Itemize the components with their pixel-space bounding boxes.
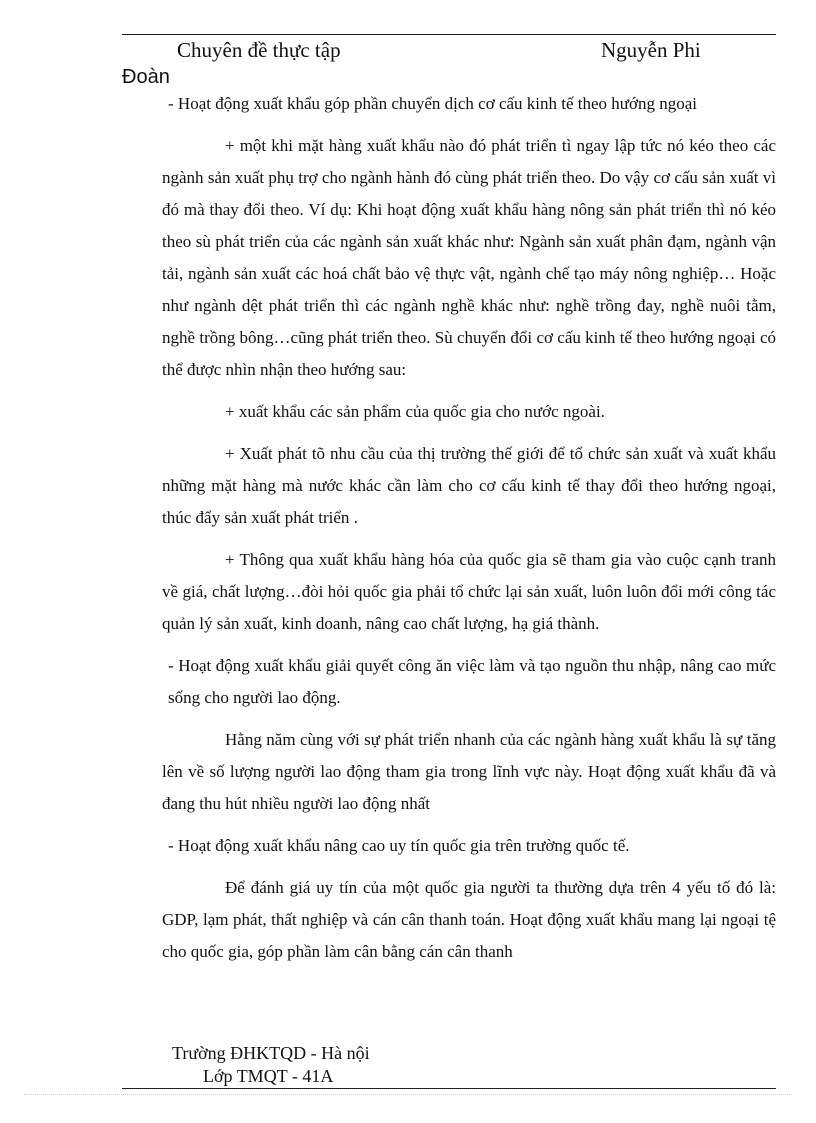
paragraph-export-products: + xuất khẩu các sản phẩm của quốc gia cho nước ngoài.: [225, 402, 605, 421]
paragraph-competition: + Thông qua xuất khẩu hàng hóa của quốc gia sẽ tham gia vào cuộc cạnh tranh về giá, chất lượng…đòi hỏi quốc gia phải tổ chức lại sản xuất, luôn luôn đổi mới công tác quản lý sản xuất, kinh doanh, nâng cao chất lượng, hạ giá thành.: [162, 550, 776, 633]
paragraph-labor-growth: Hằng năm cùng với sự phát triển nhanh của các ngành hàng xuất khẩu là sự tăng lên về số lượng người lao động tham gia trong lĩnh vực này. Hoạt động xuất khẩu đã và đang thu hút nhiều người lao động nhất: [162, 730, 776, 813]
header-rule: [122, 34, 776, 35]
header-author-wrap: Đoàn: [122, 66, 170, 88]
footer-class: Lớp TMQT - 41A: [203, 1066, 334, 1086]
paragraph-supporting-industries: + một khi mặt hàng xuất khẩu nào đó phát triển tì ngay lập tức nó kéo theo các ngành sản xuất phụ trợ cho ngành hành đó cùng phát triển theo. Do vậy cơ cấu sản xuất vì đó mà thay đổi theo. Ví dụ: Khi hoạt động xuất khẩu hàng nông sản phát triển thì nó kéo theo sù phát triển của các ngành sản xuất khác như: Ngành sản xuất phân đạm, ngành vận tải, ngành sản xuất các hoá chất bảo vệ thực vật, ngành chế tạo máy nông nghiệp… Hoặc như ngành dệt phát triển thì các ngành nghề khác như: nghề trồng đay, nghề nuôi tằm, nghề trồng bông…cũng phát triển theo. Sù chuyển đổi cơ cấu kinh tế theo hướng ngoại có thể được nhìn nhận theo hướng sau:: [162, 136, 776, 379]
paragraph-national-prestige: - Hoạt động xuất khẩu nâng cao uy tín quốc gia trên trường quốc tế.: [168, 836, 630, 855]
paragraph-export-structure-shift: - Hoạt động xuất khẩu góp phần chuyển dịch cơ cấu kinh tế theo hướng ngoại: [168, 94, 698, 113]
page-edge: [24, 1094, 792, 1095]
paragraph-prestige-factors: Để đánh giá uy tín của một quốc gia người ta thường dựa trên 4 yếu tố đó là: GDP, lạm phát, thất nghiệp và cán cân thanh toán. Hoạt động xuất khẩu mang lại ngoại tệ cho quốc gia, góp phần làm cân bằng cán cân thanh: [162, 878, 776, 961]
footer-rule: [122, 1088, 776, 1089]
paragraph-world-market-demand: + Xuất phát tõ nhu cầu của thị trường thế giới để tổ chức sản xuất và xuất khẩu những mặt hàng mà nước khác cần làm cho cơ cấu kinh tế thay đổi theo hướng ngoại, thúc đẩy sản xuất phát triển .: [162, 444, 776, 527]
header-title: Chuyên đề thực tập: [177, 38, 341, 62]
footer-school: Trường ĐHKTQD - Hà nội: [172, 1043, 370, 1063]
header-author: Nguyễn Phi: [601, 38, 701, 62]
paragraph-employment: - Hoạt động xuất khẩu giải quyết công ăn việc làm và tạo nguồn thu nhập, nâng cao mức sống cho người lao động.: [168, 656, 776, 707]
document-body: [162, 88, 776, 978]
